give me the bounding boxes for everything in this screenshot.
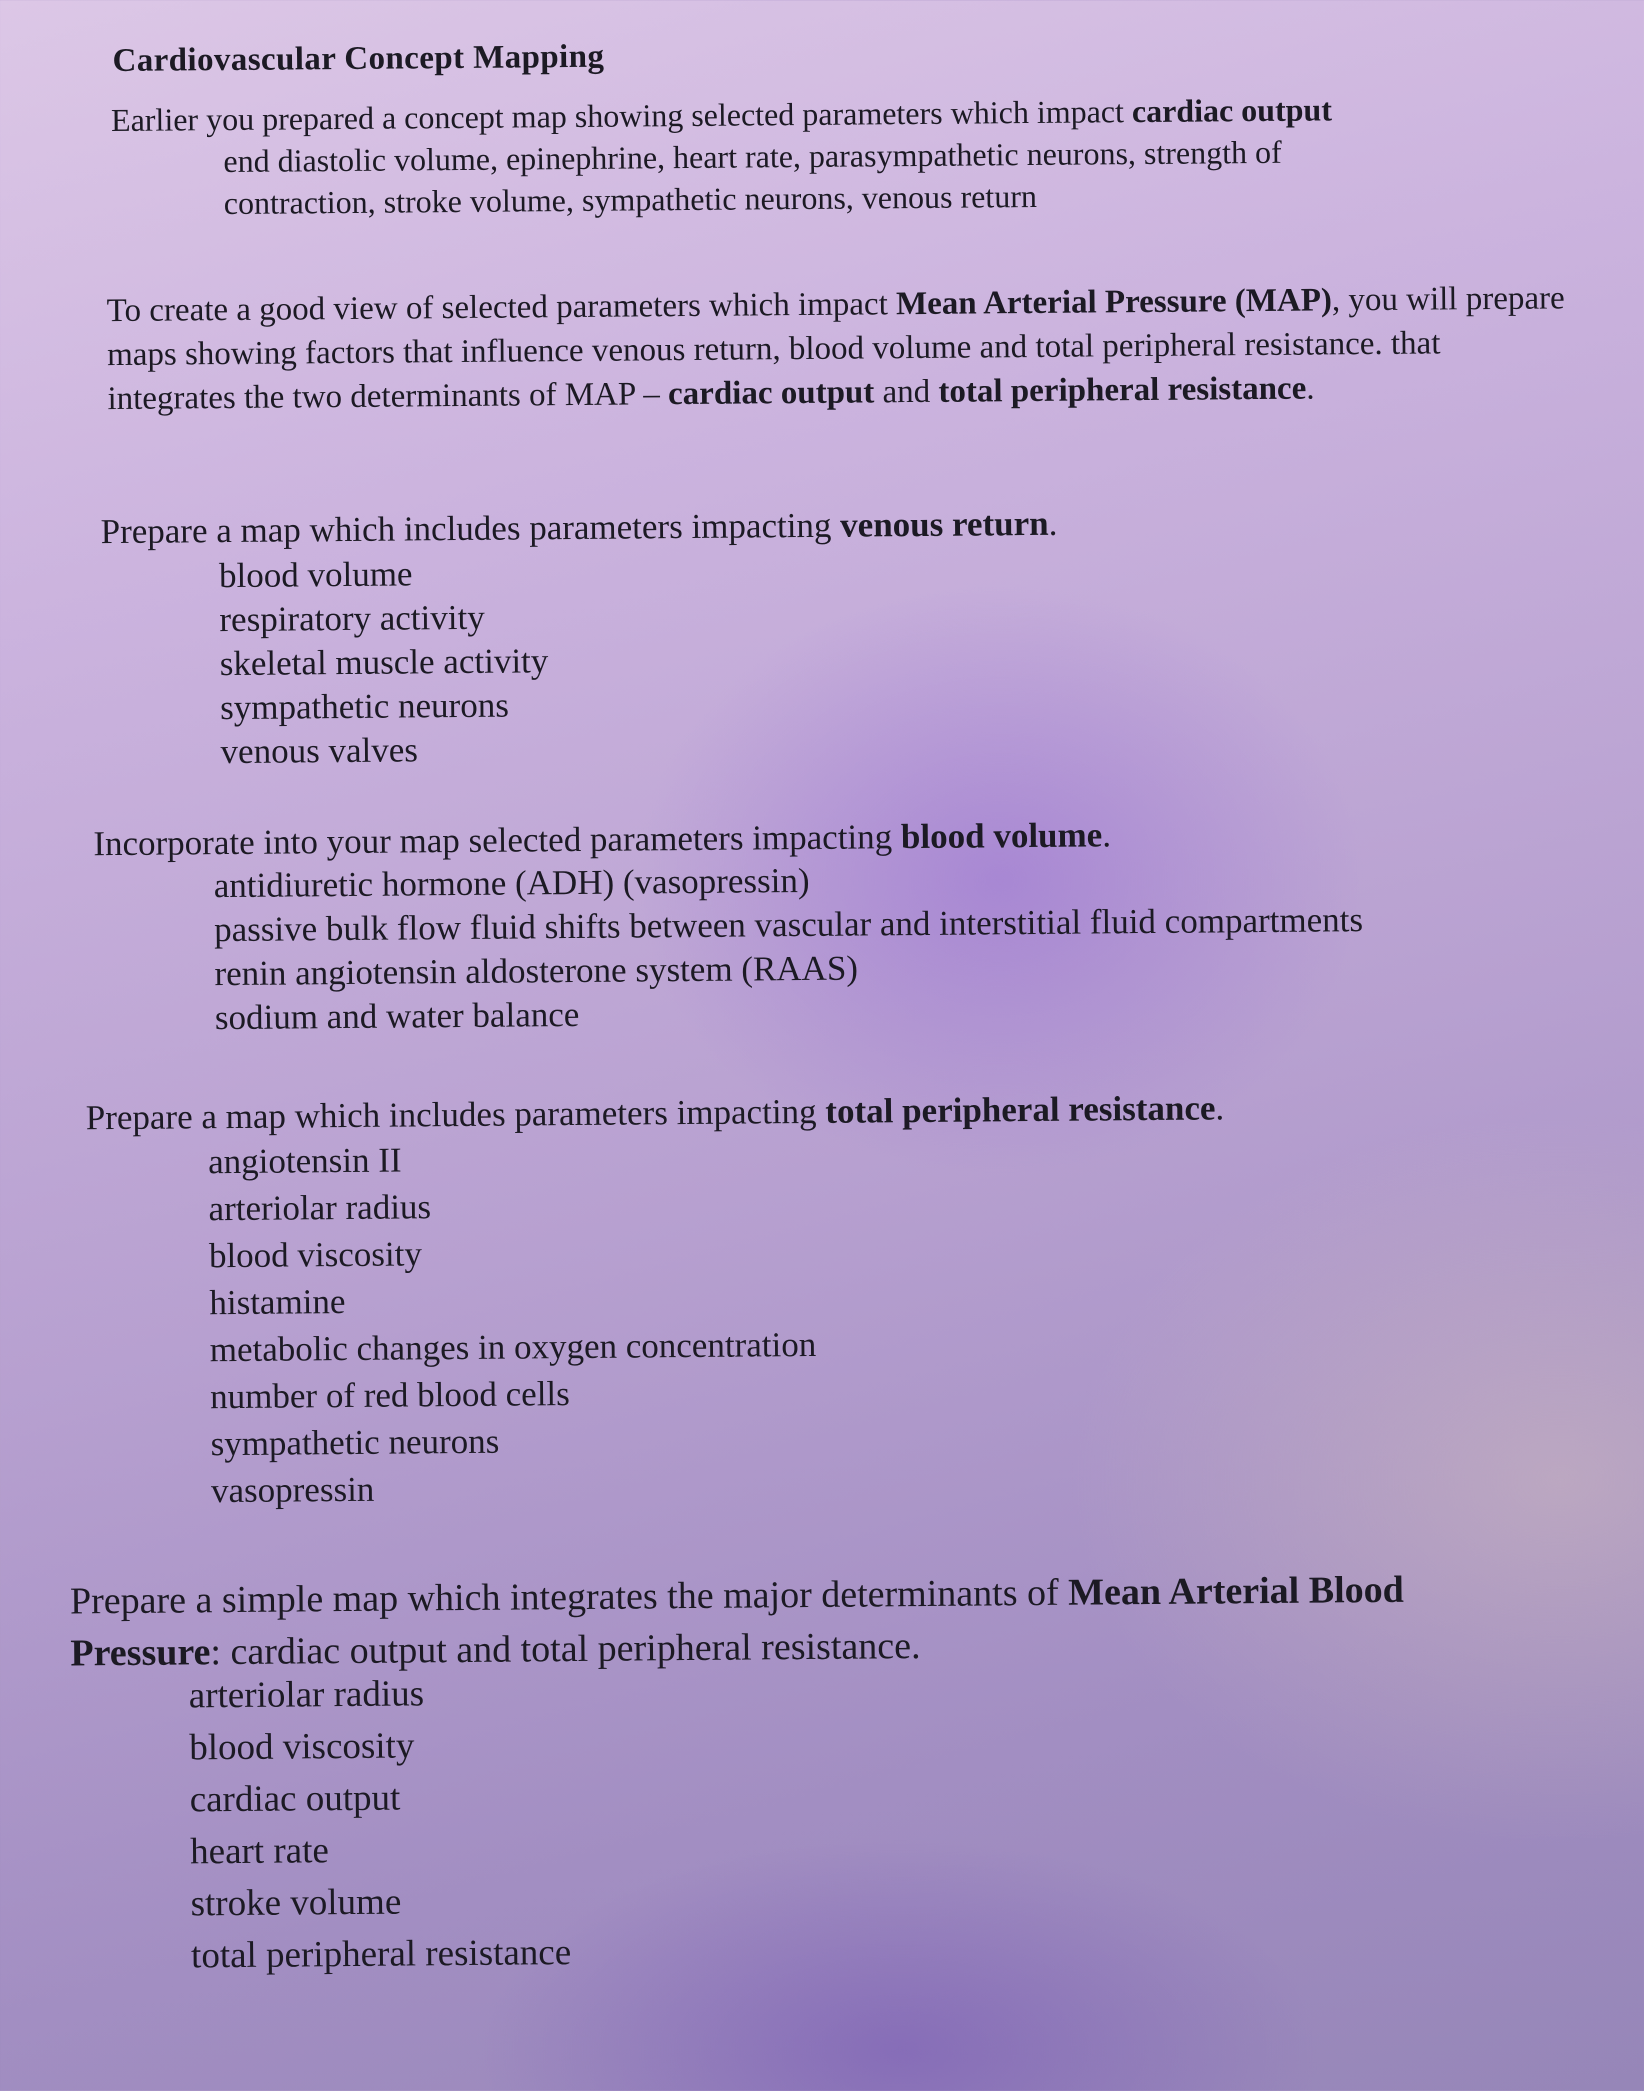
section-trail: . — [1102, 815, 1112, 855]
list-item: arteriolar radius — [208, 1187, 432, 1229]
list-item: blood viscosity — [208, 1234, 423, 1276]
list-item: arteriolar radius — [188, 1673, 425, 1717]
map-intro-text4: . — [1306, 370, 1315, 407]
section-lead: Incorporate into your map selected parameters impacting — [93, 817, 902, 864]
section-lead: Prepare a simple map which integrates the major determinants of — [69, 1571, 1069, 1623]
list-item: venous valves — [220, 730, 419, 772]
map-intro-text3: and — [874, 373, 939, 411]
section-lead: Prepare a map which includes parameters impacting — [100, 505, 841, 552]
list-item: histamine — [209, 1282, 346, 1323]
section-heading-mean-arterial-blood-pressure — [70, 1562, 1571, 1679]
map-intro-bold1: Mean Arterial Pressure (MAP) — [895, 282, 1333, 323]
list-item: sodium and water balance — [214, 994, 580, 1038]
section-bold-term: Mean Arterial Blood — [1067, 1568, 1404, 1614]
list-item: vasopressin — [210, 1469, 375, 1511]
intro-line2: end diastolic volume, epinephrine, heart rate, parasympathetic neurons, strength of — [223, 133, 1282, 180]
list-item: angiotensin II — [207, 1140, 402, 1182]
section-bold-term-2: Pressure — [70, 1631, 211, 1675]
map-intro-bold3: total peripheral resistance — [938, 370, 1307, 410]
list-item: respiratory activity — [219, 597, 485, 640]
intro-paragraph — [111, 86, 1572, 225]
list-item: skeletal muscle activity — [219, 641, 549, 684]
section-bold-term: total peripheral resistance — [825, 1088, 1216, 1131]
list-item: sympathetic neurons — [210, 1421, 500, 1464]
list-item: cardiac output — [189, 1777, 401, 1821]
list-item: antidiuretic hormone (ADH) (vasopressin) — [213, 860, 810, 906]
section-lead: Prepare a map which includes parameters impacting — [85, 1091, 826, 1138]
list-item: metabolic changes in oxygen concentration — [209, 1324, 817, 1370]
section-trail: . — [1048, 503, 1058, 543]
blood-volume-list — [214, 854, 1364, 1040]
list-item: passive bulk flow fluid shifts between vascular and interstitial fluid compartments — [213, 900, 1364, 950]
list-item: renin angiotensin aldosterone system (RAAS) — [214, 948, 859, 994]
section-trail: : cardiac output and total peripheral resistance. — [210, 1625, 921, 1674]
intro-line3: contraction, stroke volume, sympathetic neurons, venous return — [223, 177, 1038, 222]
page-title: Cardiovascular Concept Mapping — [112, 38, 605, 80]
section-trail: . — [1215, 1088, 1225, 1128]
list-item: heart rate — [189, 1830, 329, 1873]
list-item: total peripheral resistance — [190, 1932, 572, 1977]
section-bold-term: blood volume — [900, 815, 1103, 857]
list-item: blood viscosity — [189, 1725, 415, 1769]
map-intro-paragraph — [107, 276, 1573, 421]
list-item: blood volume — [218, 554, 413, 596]
list-item: number of red blood cells — [210, 1374, 570, 1417]
map-intro-bold2: cardiac output — [667, 374, 875, 413]
section-heading-venous-return — [100, 501, 1057, 555]
total-peripheral-resistance-list — [208, 1133, 818, 1514]
map-intro-text1: To create a good view of selected parameters which impact — [106, 286, 897, 330]
map-intro-text2: , you will prepare maps showing factors that influence venous return, blood volume and total peripheral resistance. that integrates the two determinants of MAP – — [106, 280, 1565, 418]
mean-arterial-pressure-list — [189, 1667, 572, 1982]
list-item: sympathetic neurons — [220, 685, 510, 728]
list-item: stroke volume — [190, 1881, 402, 1925]
section-heading-total-peripheral-resistance — [86, 1085, 1225, 1141]
venous-return-list — [219, 551, 549, 774]
section-bold-term: venous return — [840, 503, 1049, 545]
intro-bold-term: cardiac output — [1131, 91, 1333, 130]
intro-line1: Earlier you prepared a concept map showing selected parameters which impact — [110, 93, 1133, 139]
